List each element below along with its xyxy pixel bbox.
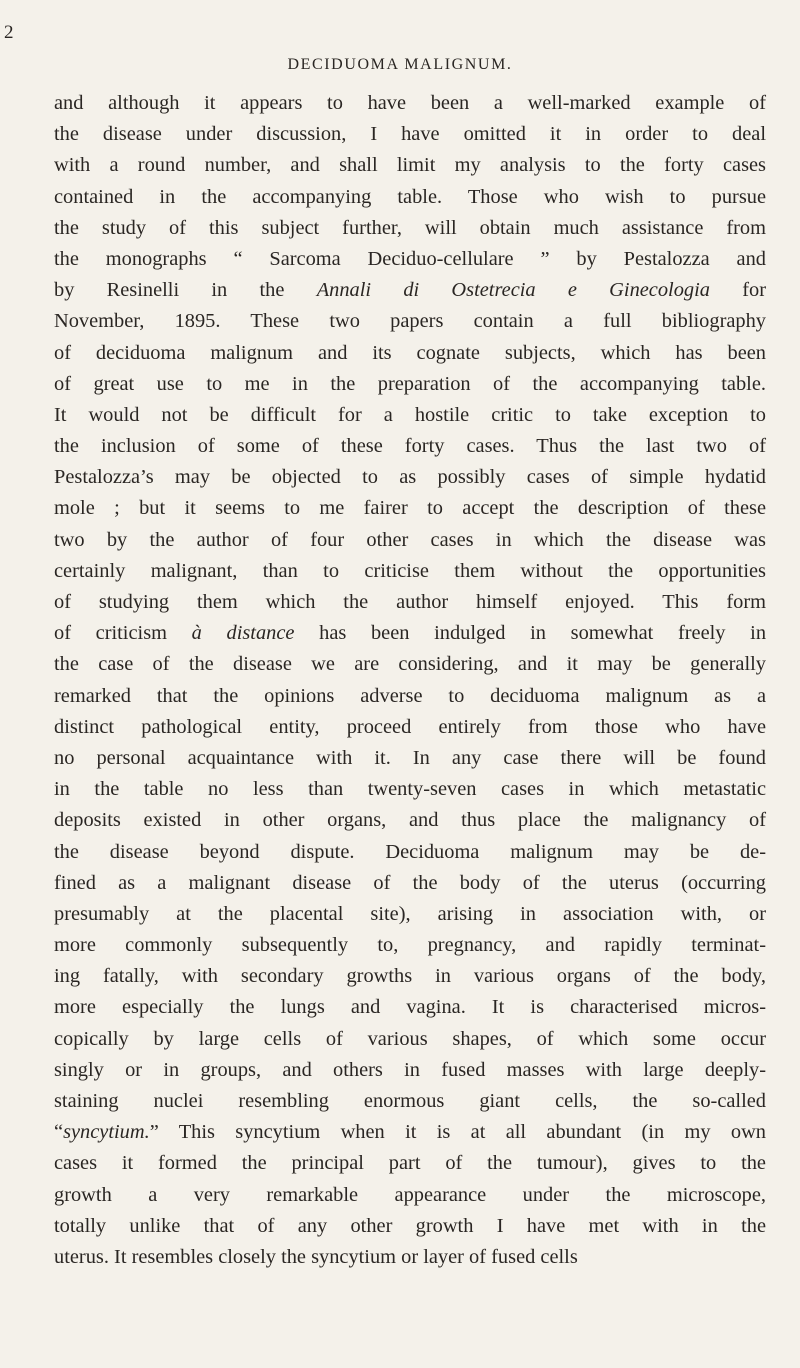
text-line: certainly malignant, than to criticise them without the opportunities xyxy=(54,559,766,582)
running-head: DECIDUOMA MALIGNUM. xyxy=(287,56,513,73)
text-line: the disease beyond dispute. Deciduoma malignum may be de- xyxy=(54,840,766,863)
italic-phrase: à distance xyxy=(191,622,295,645)
text-line: “syncytium.” This syncytium when it is at all abundant (in my own xyxy=(54,1121,766,1144)
text-line: of studying them which the author himself enjoyed. This form xyxy=(54,591,766,613)
body-text xyxy=(54,88,766,1273)
text-line: November, 1895. These two papers contain a full bibliography xyxy=(54,310,766,333)
italic-term: syncytium. xyxy=(63,1121,150,1144)
journal-title: Annali di Ostetrecia e Ginecologia xyxy=(316,279,710,302)
text-line: staining nuclei resembling enormous giant cells, the so-called xyxy=(54,1090,766,1112)
text-line: presumably at the placental site), arising in association with, or xyxy=(54,902,766,925)
text-line: totally unlike that of any other growth I have met with in the xyxy=(54,1214,766,1237)
page-number: 2 xyxy=(4,22,14,43)
text-line: with a round number, and shall limit my analysis to the forty cases xyxy=(54,154,766,177)
text-line: of deciduoma malignum and its cognate subjects, which has been xyxy=(54,341,766,364)
text-line: contained in the accompanying table. Those who wish to pursue xyxy=(54,185,766,208)
text-line: singly or in groups, and others in fused masses with large deeply- xyxy=(54,1058,766,1081)
text-line: mole ; but it seems to me fairer to accept the description of these xyxy=(54,497,766,520)
text-line: of great use to me in the preparation of the accompanying table. xyxy=(54,372,766,395)
text-line: the study of this subject further, will obtain much assistance from xyxy=(54,216,766,239)
text-line: by Resinelli in the Annali di Ostetrecia e Ginecologia for xyxy=(54,279,767,302)
text-line: fined as a malignant disease of the body of the uterus (occurring xyxy=(54,871,766,894)
text-line: uterus. It resembles closely the syncytium or layer of fused cells xyxy=(54,1245,578,1268)
text-line: and although it appears to have been a well-marked example of xyxy=(54,92,766,114)
text-line: the case of the disease we are considering, and it may be generally xyxy=(54,653,766,676)
text-line: the disease under discussion, I have omitted it in order to deal xyxy=(54,123,766,146)
text-line: the inclusion of some of these forty cases. Thus the last two of xyxy=(54,435,766,458)
text-line: growth a very remarkable appearance under the microscope, xyxy=(54,1183,766,1206)
text-line: two by the author of four other cases in which the disease was xyxy=(54,528,766,551)
text-line: remarked that the opinions adverse to deciduoma malignum as a xyxy=(54,684,766,707)
text-line: of criticism à distance has been indulged in somewhat freely in xyxy=(54,622,767,645)
text-line: ing fatally, with secondary growths in various organs of the body, xyxy=(54,965,766,988)
text-line: more commonly subsequently to, pregnancy, and rapidly terminat- xyxy=(54,934,766,957)
text-line: no personal acquaintance with it. In any case there will be found xyxy=(54,746,766,769)
text-line: cases it formed the principal part of the tumour), gives to the xyxy=(54,1152,766,1175)
text-line: the monographs “ Sarcoma Deciduo-cellulare ” by Pestalozza and xyxy=(54,247,766,270)
text-line: It would not be difficult for a hostile critic to take exception to xyxy=(54,403,766,426)
text-line: deposits existed in other organs, and thus place the malignancy of xyxy=(54,809,766,832)
text-line: Pestalozza’s may be objected to as possibly cases of simple hydatid xyxy=(54,466,766,489)
text-line: more especially the lungs and vagina. It is characterised micros- xyxy=(54,996,766,1019)
text-line: in the table no less than twenty-seven cases in which metastatic xyxy=(54,778,766,801)
text-line: distinct pathological entity, proceed entirely from those who have xyxy=(54,715,766,738)
text-line: copically by large cells of various shapes, of which some occur xyxy=(54,1027,766,1050)
